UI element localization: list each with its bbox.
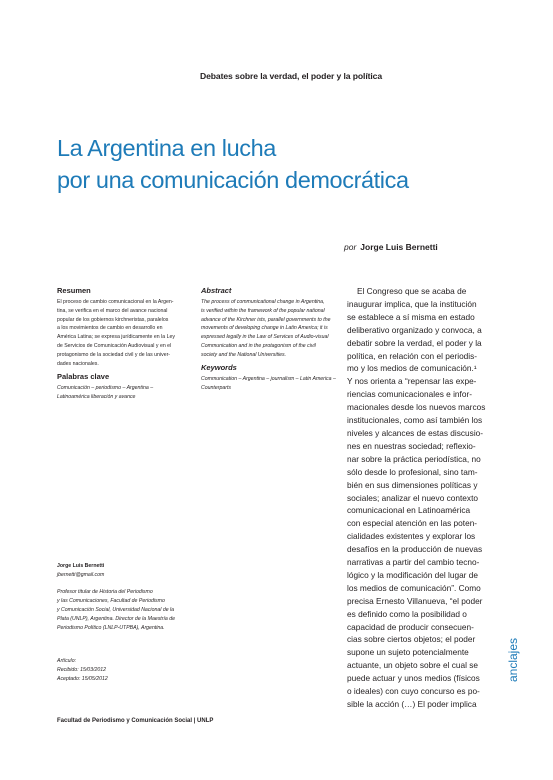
body-line: desafíos en la producción de nuevas [347,544,483,555]
author-info-line: y Comunicación Social, Universidad Nacional de la [57,606,175,613]
body-line: El Congreso que se acaba de [357,286,467,296]
palabras-clave-line: Latinoamérica liberación y avance [57,393,136,400]
body-line: niveles y alcances de estas discusio- [347,427,484,438]
author-info-line: Periodismo Político (LNLP-UTPBA), Argentina. [57,624,165,631]
body-line: los medios de comunicación”. Como [347,582,481,593]
received-date: Recibido: 15/03/2012 [57,666,107,673]
body-line: nes en nuestras sociedad; reflexio- [347,440,476,451]
body-line: cialidades existentes y explorar los [347,531,476,542]
author-info-email[interactable]: jbernetti@gmail.com [57,571,105,578]
body-line: o ideales) con cuyo concurso es po- [347,686,480,697]
resumen-block [57,286,192,368]
abstract-line: expressed legally in the Law of Services of Audio-visual [201,334,329,341]
body-line: lógico y la modificación del lugar de [347,569,478,580]
body-line: es definido como la posibilidad o [347,608,467,619]
body-line: capacidad de producir consecuen- [347,621,474,632]
title-line: por una comunicación democrática [57,167,409,193]
body-line: narrativas a partir del cambio tecno- [347,557,480,568]
abstract-line: movements of developing change in Latin America; it is [201,325,328,332]
resumen-line: dades nacionales. [57,360,99,367]
abstract-heading: Abstract [201,286,232,295]
body-text [347,285,486,711]
keywords-line: Communication – Argentina – journalism – Latin America – [201,376,336,382]
author-info-spacer [57,580,197,589]
resumen-line: a los movimientos de cambio en desarrollo en [57,325,163,332]
resumen-line: tina, se verifica en el marco del avance nacional [57,307,168,314]
abstract-line: society and the National Universities. [201,351,287,358]
journal-name: anclajes [506,637,520,683]
keywords-text [201,375,341,393]
abstract-line: Communication and in the protagonism of the civil [201,342,316,349]
palabras-clave-line: Comunicación – periodismo – Argentina – [57,385,154,391]
author-name: Jorge Luis Bernetti [360,242,438,252]
keywords-heading: Keywords [201,363,237,372]
body-line: comunicacional en Latinoamérica [347,505,471,516]
resumen-line: popular de los gobiernos kirchneristas, paralelos [57,316,169,323]
palabras-clave-text [57,384,197,402]
author-info [57,562,197,632]
abstract-line: The process of communicational change in Argentina, [201,299,325,305]
resumen-text [57,298,192,368]
resumen-line: El proceso de cambio comunicacional en la Argen- [57,299,174,305]
body-line: nar sobre la práctica periodística, no [347,453,481,464]
body-line: sólo desde lo profesional, sino tam- [347,466,478,477]
abstract-line: is verified within the framework of the popular national [201,307,325,314]
author-info-line: Plata (UNLP), Argentina. Director de la Maestría de [57,615,176,622]
resumen-line: América Latina; se expresa jurídicamente en la Ley [57,334,175,341]
abstract-block [201,286,333,360]
author-info-line: Profesor titular de Historia del Periodismo [57,589,153,596]
resumen-heading: Resumen [57,286,91,295]
author-info-name: Jorge Luis Bernetti [57,563,105,569]
palabras-clave-block [57,372,197,402]
journal-side-tab [505,630,521,690]
body-line: inaugurar implica, que la institución [347,298,477,309]
keywords-block [201,363,341,393]
body-line: sociales; analizar el nuevo contexto [347,492,478,503]
keywords-line: Counterparts [201,384,231,391]
body-line: institucionales, como así también los [347,415,483,426]
author-info-line: y las Comunicaciones, Facultad de Periodismo [57,598,165,605]
body-line: política, en relación con el periodis- [347,350,478,361]
body-line: sible la acción (…) El poder implica [347,699,477,709]
article-dates-label: Artículo: [57,658,77,664]
body-line: riencias comunicacionales e infor- [347,389,472,400]
body-line: bién en sus dimensiones políticas y [347,479,478,490]
body-line: puede actuar y unos medios (físicos [347,673,480,684]
body-line: Y nos orienta a “repensar las expe- [347,376,477,387]
article-title [57,132,497,196]
body-line: macionales desde los nuevos marcos [347,402,486,413]
body-line: con especial atención en las poten- [347,518,478,529]
body-line: se establece a sí misma en estado [347,311,475,322]
article-dates [57,657,197,683]
page-footer: Facultad de Periodismo y Comunicación Social | UNLP [57,718,214,724]
body-line: debatir sobre la verdad, el poder y la [347,337,482,348]
author-prefix: por [344,242,357,252]
body-line: cias sobre ciertos objetos; el poder [347,634,476,645]
abstract-line: advance of the Kirchner ists, parallel governments to the [201,316,331,323]
palabras-clave-heading: Palabras clave [57,372,110,381]
body-line: precisa Ernesto Villanueva, “el poder [347,595,483,606]
accepted-date: Aceptado: 15/05/2012 [57,675,108,682]
resumen-line: protagonismo de la sociedad civil y de las univer- [57,351,171,358]
title-line: La Argentina en lucha [57,135,276,161]
body-line: mo y los medios de comunicación.¹ [347,363,477,374]
section-header: Debates sobre la verdad, el poder y la política [200,71,383,81]
author-byline [344,242,504,252]
body-line: deliberativo organizado y convoca, a [347,324,482,335]
body-line: supone un sujeto potencialmente [347,647,469,658]
abstract-text [201,298,333,360]
resumen-line: de Servicios de Comunicación Audiovisual y en el [57,342,172,349]
body-line: actuante, un objeto sobre el cual se [347,660,478,671]
